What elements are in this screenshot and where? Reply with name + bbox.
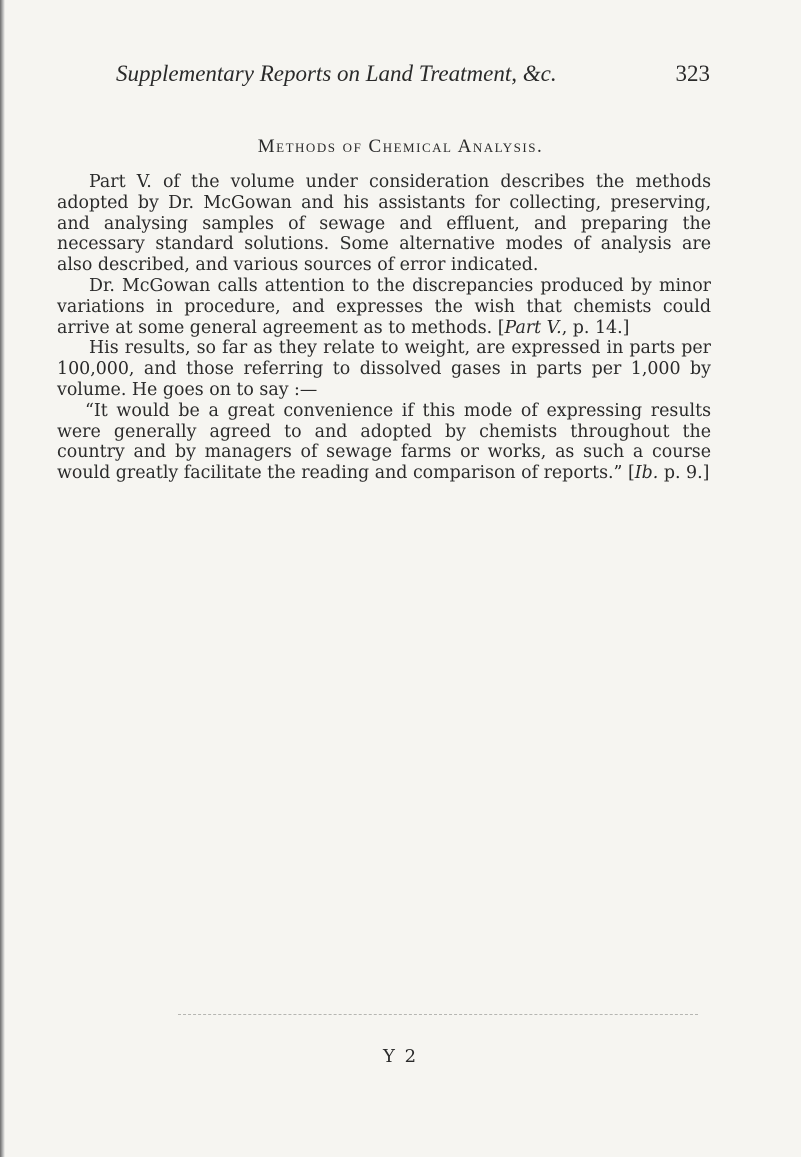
quote-text: “It would be a great convenience if this mode of expressing results were generally agreed to and adopted by chemists throughout the country and by managers of sewage farms or works, as such a course would greatly facilitate the reading and comparison of reports.” xyxy=(57,400,711,484)
running-head xyxy=(116,56,710,92)
faint-rule xyxy=(178,1014,698,1015)
paragraph xyxy=(57,172,711,276)
body-text xyxy=(57,172,711,484)
citation-page: , p. 14.] xyxy=(561,317,630,338)
citation-bracket: [ xyxy=(497,317,505,338)
signature-mark: Y 2 xyxy=(382,1046,419,1067)
section-heading: Methods of Chemical Analysis. xyxy=(257,136,544,157)
paragraph-text: Part V. of the volume under consideration describes the methods adopted by Dr. McGowan and his assistants for collecting, preserving, and analysing samples of sewage and effluent, and preparing the necessary standard solutions. Some alternative modes of analysis are also described, and various sources of error indicated. xyxy=(57,172,711,276)
block-quote xyxy=(57,401,711,484)
paragraph xyxy=(57,276,711,338)
running-head-title: Supplementary Reports on Land Treatment, &c. xyxy=(116,61,557,86)
citation-bracket: [ xyxy=(627,463,635,484)
paragraph-text: Dr. McGowan calls attention to the discrepancies produced by minor variations in procedure, and expresses the wish that chemists could arrive at some general agreement as to methods. xyxy=(57,275,711,338)
paragraph xyxy=(57,338,711,400)
page-number: 323 xyxy=(675,61,710,86)
citation-source: Ib. xyxy=(634,463,659,484)
citation xyxy=(498,318,630,338)
paragraph-text: His results, so far as they relate to weight, are expressed in parts per 100,000, and those referring to dissolved gases in parts per 1,000 by volume. He goes on to say :— xyxy=(57,338,711,400)
citation-source: Part V. xyxy=(504,317,562,338)
citation-page: p. 9.] xyxy=(658,463,710,484)
citation xyxy=(628,463,709,483)
page-edge-shadow xyxy=(0,0,5,1157)
